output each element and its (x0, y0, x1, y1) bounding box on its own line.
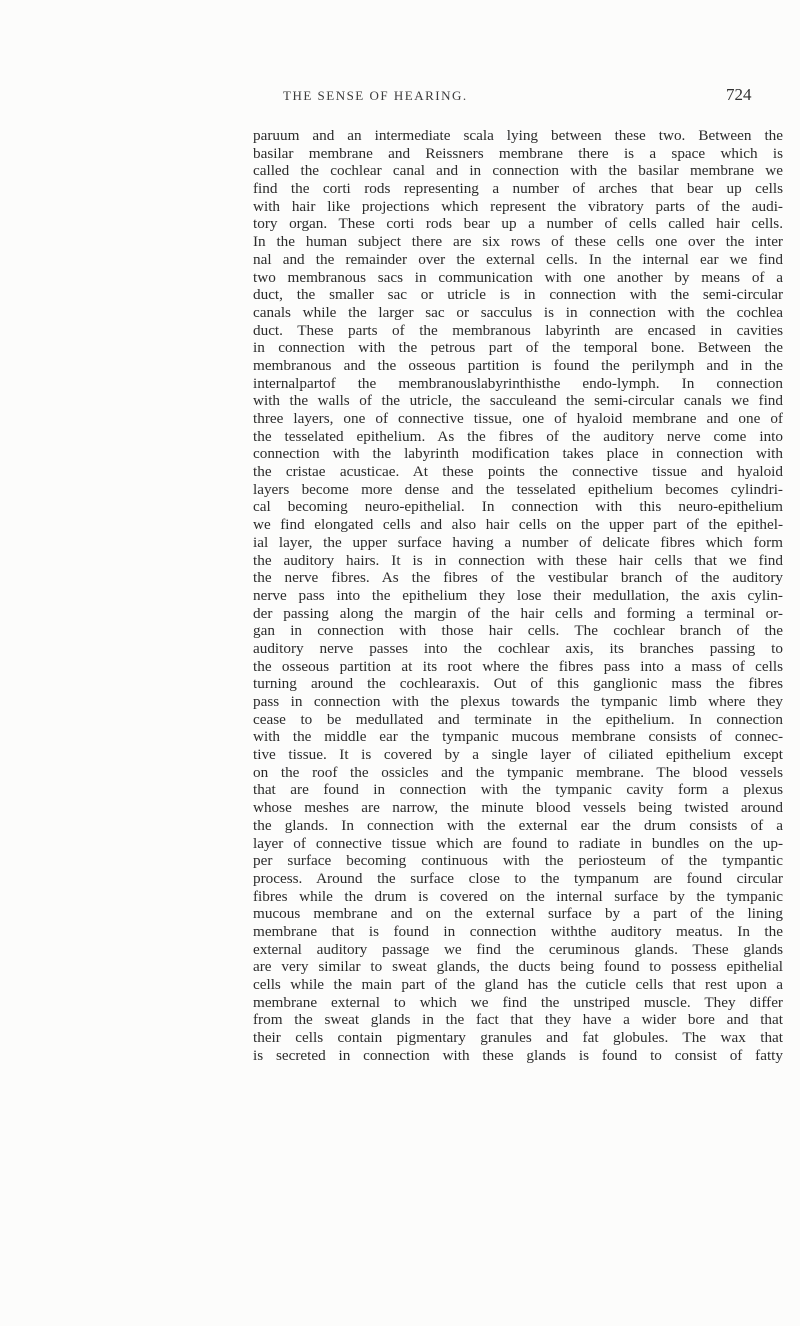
text-line: nerve pass into the epithelium they lose their medullation, the axis cylin- (253, 586, 783, 604)
running-header (283, 85, 783, 110)
text-line: from the sweat glands in the fact that they have a wider bore and that (253, 1011, 783, 1029)
text-line: membrane external to which we find the unstriped muscle. They differ (253, 993, 783, 1011)
text-line: with the middle ear the tympanic mucous membrane consists of connec- (253, 728, 783, 746)
text-line: membranous and the osseous partition is found the perilymph and in the (253, 356, 783, 374)
text-line: find the corti rods representing a number of arches that bear up cells (253, 180, 783, 198)
text-line: ial layer, the upper surface having a number of delicate fibres which form (253, 533, 783, 551)
text-line: connection with the labyrinth modification takes place in connection with (253, 445, 783, 463)
text-line: the cristae acusticae. At these points the connective tissue and hyaloid (253, 463, 783, 481)
text-line: In the human subject there are six rows of these cells one over the inter (253, 233, 783, 251)
text-line: layers become more dense and the tesselated epithelium becomes cylindri- (253, 480, 783, 498)
text-line: the tesselated epithelium. As the fibres of the auditory nerve come into (253, 427, 783, 445)
text-line: fibres while the drum is covered on the internal surface by the tympanic (253, 887, 783, 905)
text-line: duct, the smaller sac or utricle is in connection with the semi-circular (253, 286, 783, 304)
text-line: process. Around the surface close to the tympanum are found circular (253, 869, 783, 887)
text-line: the osseous partition at its root where the fibres pass into a mass of cells (253, 657, 783, 675)
text-line: tive tissue. It is covered by a single layer of ciliated epithelium except (253, 746, 783, 764)
text-line: layer of connective tissue which are found to radiate in bundles on the up- (253, 834, 783, 852)
text-line: whose meshes are narrow, the minute blood vessels being twisted around (253, 799, 783, 817)
text-line: gan in connection with those hair cells. The cochlear branch of the (253, 622, 783, 640)
text-line: in connection with the petrous part of the temporal bone. Between the (253, 339, 783, 357)
text-line: that are found in connection with the tympanic cavity form a plexus (253, 781, 783, 799)
text-line: is secreted in connection with these glands is found to consist of fatty (253, 1046, 783, 1064)
text-line: three layers, one of connective tissue, one of hyaloid membrane and one of (253, 410, 783, 427)
text-line: pass in connection with the plexus towards the tympanic limb where they (253, 693, 783, 710)
text-line: with the walls of the utricle, the sacculeand the semi-circular canals we find (253, 392, 783, 410)
text-line: turning around the cochlearaxis. Out of this ganglionic mass the fibres (253, 675, 783, 693)
running-title: THE SENSE OF HEARING. (283, 88, 468, 103)
text-line: nal and the remainder over the external cells. In the internal ear we find (253, 250, 783, 268)
text-line: two membranous sacs in communication with one another by means of a (253, 268, 783, 286)
text-line: paruum and an intermediate scala lying between these two. Between the (253, 127, 783, 144)
text-line: are very similar to sweat glands, the ducts being found to possess epithelial (253, 958, 783, 976)
text-line: external auditory passage we find the ceruminous glands. These glands (253, 940, 783, 958)
text-line: with hair like projections which represent the vibratory parts of the audi- (253, 197, 783, 215)
text-line: per surface becoming continuous with the periosteum of the tympantic (253, 852, 783, 870)
body-paragraph (253, 127, 783, 1064)
text-line: cells while the main part of the gland has the cuticle cells that rest upon a (253, 976, 783, 993)
page-number: 724 (726, 85, 752, 104)
text-line: auditory nerve passes into the cochlear axis, its branches passing to (253, 639, 783, 657)
text-line: der passing along the margin of the hair cells and forming a terminal or- (253, 604, 783, 622)
text-line: the glands. In connection with the external ear the drum consists of a (253, 816, 783, 834)
text-line: mucous membrane and on the external surface by a part of the lining (253, 905, 783, 923)
text-line: cal becoming neuro-epithelial. In connection with this neuro-epithelium (253, 498, 783, 516)
text-line: membrane that is found in connection withthe auditory meatus. In the (253, 922, 783, 940)
text-line: cease to be medullated and terminate in the epithelium. In connection (253, 710, 783, 728)
text-line: duct. These parts of the membranous labyrinth are encased in cavities (253, 321, 783, 339)
text-line: tory organ. These corti rods bear up a number of cells called hair cells. (253, 215, 783, 233)
text-line: called the cochlear canal and in connection with the basilar membrane we (253, 162, 783, 180)
text-line: their cells contain pigmentary granules and fat globules. The wax that (253, 1029, 783, 1047)
text-line: on the roof the ossicles and the tympanic membrane. The blood vessels (253, 763, 783, 781)
text-line: the nerve fibres. As the fibres of the vestibular branch of the auditory (253, 569, 783, 587)
text-line: internalpartof the membranouslabyrinthisthe endo-lymph. In connection (253, 374, 783, 392)
text-line: basilar membrane and Reissners membrane there is a space which is (253, 144, 783, 162)
text-line: the auditory hairs. It is in connection with these hair cells that we find (253, 551, 783, 569)
text-line: canals while the larger sac or sacculus is in connection with the cochlea (253, 303, 783, 321)
text-line: we find elongated cells and also hair cells on the upper part of the epithel- (253, 516, 783, 534)
